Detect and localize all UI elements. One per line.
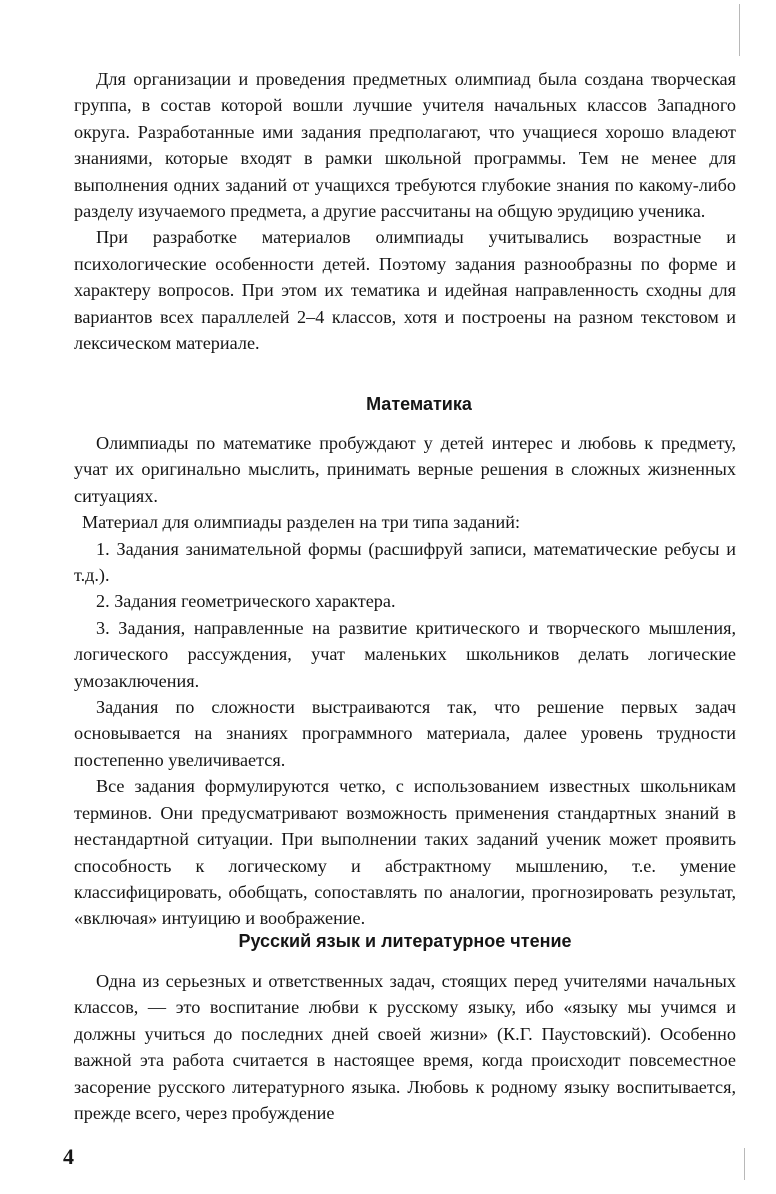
intro-section	[74, 66, 736, 356]
math-list-item-2: 2. Задания геометрического характера.	[96, 591, 396, 612]
russian-section	[74, 968, 736, 1126]
russian-heading: Русский язык и литературное чтение	[238, 931, 572, 951]
math-section	[74, 430, 736, 932]
math-list-item-1: 1. Задания занимательной формы (расшифруй записи, математические ребусы и т.д.).	[74, 538, 736, 586]
russian-paragraph-1: Одна из серьезных и ответственных задач, стоящих перед учителями начальных классов, — это воспитание любви к русскому языку, ибо «языку мы учимся и должны учиться до последних дней своей жизни» (К.Г. Паустовский). Особенно важной эта работа считается в настоящее время, когда происходит повсеместное засорение русского литературного языка. Любовь к родному языку воспитывается, прежде всего, через пробуждение	[74, 971, 736, 1124]
math-paragraph-1: Олимпиады по математике пробуждают у детей интерес и любовь к предмету, учат их оригинально мыслить, принимать верные решения в сложных жизненных ситуациях.	[74, 433, 736, 506]
math-paragraph-3: Задания по сложности выстраиваются так, что решение первых задач основывается на знаниях программного материала, далее уровень трудности постепенно увеличивается.	[74, 697, 736, 770]
scan-edge-mark-bottom	[744, 1148, 745, 1180]
math-paragraph-4: Все задания формулируются четко, с использованием известных школьникам терминов. Они предусматривают возможность применения стандартных знаний в нестандартной ситуации. При выполнении таких заданий ученик может проявить способность к логическому и абстрактному мышлению, т.е. умение классифицировать, обобщать, сопоставлять по аналогии, прогнозировать результат, «включая» интуицию и воображение.	[74, 776, 736, 929]
math-list-item-3: 3. Задания, направленные на развитие критического и творческого мышления, логического рассуждения, учат маленьких школьников делать логические умозаключения.	[74, 617, 736, 691]
page-number: 4	[63, 1144, 74, 1169]
math-heading: Математика	[366, 394, 472, 414]
math-paragraph-2: Материал для олимпиады разделен на три типа заданий:	[82, 512, 520, 533]
intro-paragraph-2: При разработке материалов олимпиады учитывались возрастные и психологические особенности детей. Поэтому задания разнообразны по форме и характеру вопросов. При этом их тематика и идейная направленность сходны для вариантов всех параллелей 2–4 классов, хотя и построены на разном текстовом и лексическом материале.	[74, 227, 736, 354]
intro-paragraph-1: Для организации и проведения предметных олимпиад была создана творческая группа, в состав которой вошли лучшие учителя начальных классов Западного округа. Разработанные ими задания предполагают, что учащиеся хорошо владеют знаниями, которые входят в рамки школьной программы. Тем не менее для выполнения одних заданий от учащихся требуются глубокие знания по какому-либо разделу изучаемого предмета, а другие рассчитаны на общую эрудицию ученика.	[74, 69, 736, 222]
scan-edge-mark-top	[739, 4, 740, 56]
